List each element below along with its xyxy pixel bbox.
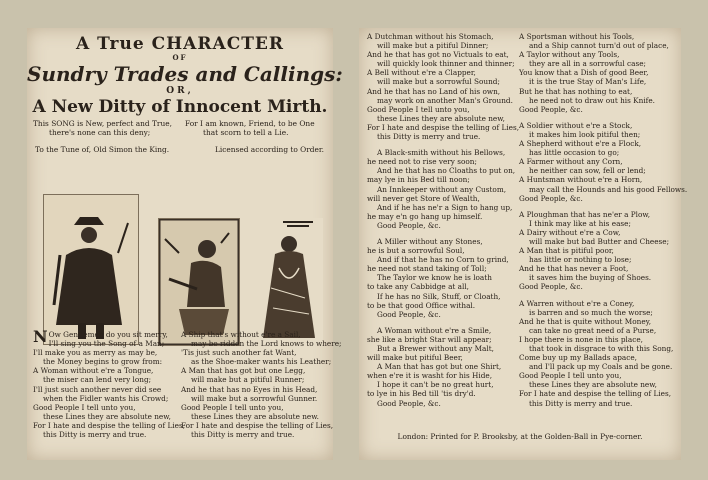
- verse-line: to lye in his Bed till 'tis dry'd.: [367, 389, 476, 399]
- verse-line: [367, 230, 519, 237]
- verse-line: A Taylor without any Tools,: [519, 50, 620, 60]
- verse-line: And if he has ne'r a Sign to hang up,: [377, 202, 513, 212]
- verse-line: has little occasion to go;: [529, 148, 620, 158]
- verse-line: [519, 292, 687, 299]
- verse-line: The Taylor we know he is loath: [377, 273, 492, 283]
- intro-right: For I am known, Friend, to be One that scorn to tell a Lie.: [185, 119, 315, 137]
- verse-line: A Bell without e're a Clapper,: [367, 68, 476, 78]
- title-line-5: A New Ditty of Innocent Mirth.: [32, 97, 328, 117]
- woodcut-craftsman-figure: [159, 219, 239, 345]
- verse-line: he need not stand taking of Toll;: [367, 264, 487, 274]
- verse-line: And he that has no Land of his own,: [367, 86, 501, 96]
- right-verse-column-1: [367, 32, 519, 408]
- verse-line: this Ditty is merry and true.: [529, 398, 633, 408]
- verse-line: A Black-smith without his Bellows,: [377, 148, 506, 158]
- verse-line: he is but a sorrowful Soul,: [367, 246, 465, 256]
- verse-line: But a Brewer without any Malt,: [377, 344, 494, 353]
- verse-line: A Farmer without any Corn,: [519, 157, 623, 167]
- verse-line: Good People, &c.: [377, 220, 441, 230]
- title-line-2: OF: [172, 53, 188, 62]
- verse-line: Good People, &c.: [377, 309, 441, 319]
- title-line-1: A True CHARACTER: [76, 34, 284, 54]
- verse-line: to be that good Office withal.: [367, 300, 476, 310]
- verse-line: A Ploughman that has ne'er a Plow,: [519, 209, 651, 219]
- verse-line: I hope there is none in this place,: [519, 334, 643, 344]
- right-verse-column-2: [519, 32, 687, 408]
- woodcut-gentleman: [43, 194, 139, 345]
- verse-line: Good People, &c.: [519, 104, 583, 114]
- verse-line: is barren and so much the worse;: [529, 307, 653, 317]
- verse-line: these Lines they are absolute new,: [529, 380, 657, 390]
- title-line-3: Sundry Trades and Callings:: [27, 62, 343, 86]
- left-verse-column-1: N Ow Gentlemen do you sit merry, I'll sing you the Song of a Man; I'll make you as merry as may be, the Money begins to grow from: A Woman without e're a Tongue, the miser can lend very long; I'll just such another never did see when the Fidler wants his Crowd; Good People I tell unto you, these Lines they are absolute new, For I hate and despise the telling of Lies, this Ditty is merry and true.: [33, 327, 186, 440]
- verse-line: has little or nothing to lose;: [529, 255, 632, 265]
- verse-line: If he has no Silk, Stuff, or Cloath,: [377, 291, 501, 301]
- verse-line: And if that he has no Corn to grind,: [377, 255, 509, 265]
- verse-line: And he that is quite without Money,: [519, 316, 652, 326]
- verse-line: And he that has never a Foot,: [519, 264, 629, 274]
- verse-line: An Innkeeper without any Custom,: [377, 184, 507, 194]
- verse-line: will make but a pitiful Dinner;: [377, 41, 489, 51]
- verse-line: A Sportsman without his Tools,: [519, 32, 635, 41]
- verse-line: he may e'n go hang up himself.: [367, 211, 483, 221]
- tune-line: To the Tune of, Old Simon the King.: [35, 145, 170, 154]
- verse-line: Good People, &c.: [519, 193, 583, 203]
- verse-line: A Warren without e're a Coney,: [519, 298, 635, 308]
- verse-line: [519, 203, 687, 210]
- verse-line: For I hate and despise the telling of Lies,: [367, 122, 520, 132]
- verse-line: A Man that has got but one Shirt,: [377, 362, 502, 372]
- verse-line: [519, 114, 687, 121]
- verse-line: will make but a sorrowful Sound;: [377, 77, 500, 87]
- left-ballad-page: [27, 28, 343, 460]
- printer-imprint: London: Printed for P. Brooksby, at the Golden-Ball in Pye-corner.: [397, 432, 643, 441]
- verse-line: will never get Store of Wealth,: [367, 193, 480, 203]
- verse-line: and a Ship cannot turn'd out of place,: [529, 41, 669, 51]
- verse-line: But he that has nothing to eat,: [519, 86, 633, 96]
- verse-line: will make but bad Butter and Cheese;: [529, 236, 670, 246]
- verse-line: will make but pitiful Beer,: [367, 353, 463, 363]
- intro-left: This SONG is New, perfect and True, there's none can this deny;: [33, 119, 172, 137]
- verse-line: she like a bright Star will appear;: [367, 334, 492, 344]
- verse-line: A Woman without e're a Smile,: [377, 325, 492, 335]
- verse-line: And he that has got no Victuals to eat,: [367, 50, 509, 60]
- verse-line: may call the Hounds and his good Fellows.: [529, 184, 688, 194]
- verse-line: [367, 141, 519, 148]
- verse-line: he need not to draw out his Knife.: [529, 95, 655, 105]
- verse-line: will quickly look thinner and thinner;: [377, 59, 515, 69]
- verse-line: and I'll pack up my Coals and be gone.: [529, 362, 673, 372]
- verse-line: Come buy up my Ballads apace,: [519, 353, 637, 363]
- right-ballad-page: [359, 28, 688, 460]
- verse-line: may work on another Man's Ground.: [377, 95, 513, 105]
- title-line-4: OR,: [166, 86, 194, 96]
- verse-line: it is the true Stay of Man's Life,: [529, 77, 647, 87]
- verse-line: A Huntsman without e're a Horn,: [519, 175, 643, 185]
- verse-line: this Ditty is merry and true.: [377, 132, 481, 142]
- verse-line: may lye in his Bed till noon;: [367, 175, 470, 185]
- verse-line: For I hate and despise the telling of Lies,: [519, 389, 672, 399]
- verse-line: Good People I tell unto you,: [367, 104, 470, 114]
- left-verse-column-2: A Ship that's without e're a Sail, may be ridden the Lord knows to where; 'Tis just such another fat Want, as the Shoe-maker wants his Leather; A Man that has got but one Legg, will make but a pitiful Runner; And he that has no Eyes in his Head, will make but a sorrowful Gunner. Good People I tell unto you, these Lines they are absolute new. For I hate and despise the telling of Lies, this Ditty is merry and true.: [181, 330, 342, 440]
- verse-line: it saves him the buying of Shoes.: [529, 273, 652, 283]
- verse-line: [367, 319, 519, 326]
- verse-line: that took in disgrace to with this Song,: [529, 344, 674, 353]
- verse-line: to take any Cabbidge at all,: [367, 282, 470, 292]
- verse-line: Good People, &c.: [377, 398, 441, 408]
- woodcut-gentleman-figure: [44, 195, 138, 344]
- verse-line: it makes him look pitiful then;: [529, 129, 641, 139]
- woodcut-lady-figure: [253, 218, 323, 344]
- verse-line: he neither can sow, fell or lend;: [529, 166, 646, 176]
- verse-line: You know that a Dish of good Beer,: [519, 68, 649, 78]
- verse-line: he need not to rise very soon;: [367, 157, 477, 167]
- verse-line: I think may like at his ease;: [529, 218, 631, 228]
- verse-line: A Soldier without e're a Stock,: [519, 120, 633, 130]
- verse-line: And he that has no Cloaths to put on,: [377, 166, 516, 176]
- verse-line: these Lines they are absolute new,: [377, 113, 505, 123]
- drop-cap-n: N: [33, 327, 48, 346]
- verse-line: A Dutchman without his Stomach,: [367, 32, 494, 41]
- verse-line: they are all in a sorrowful case;: [529, 59, 646, 69]
- license-line: Licensed according to Order.: [215, 145, 324, 154]
- verse-line: A Man that is pitiful poor,: [519, 246, 614, 256]
- verse-line: Good People, &c.: [519, 282, 583, 292]
- verse-line: Good People I tell unto you,: [519, 371, 622, 381]
- verse-line: A Dairy without e're a Cow,: [519, 227, 621, 237]
- verse-line: when e're it is washt for his Hide,: [367, 371, 493, 381]
- verse-line: A Miller without any Stones,: [377, 236, 483, 246]
- woodcut-craftsman: [158, 218, 240, 346]
- verse-line: A Shepherd without e're a Flock,: [519, 139, 642, 149]
- woodcut-lady: [253, 218, 323, 344]
- verse-line: I hope it can't be no great hurt,: [377, 380, 494, 390]
- verse-line: can take no great need of a Purse,: [529, 325, 657, 335]
